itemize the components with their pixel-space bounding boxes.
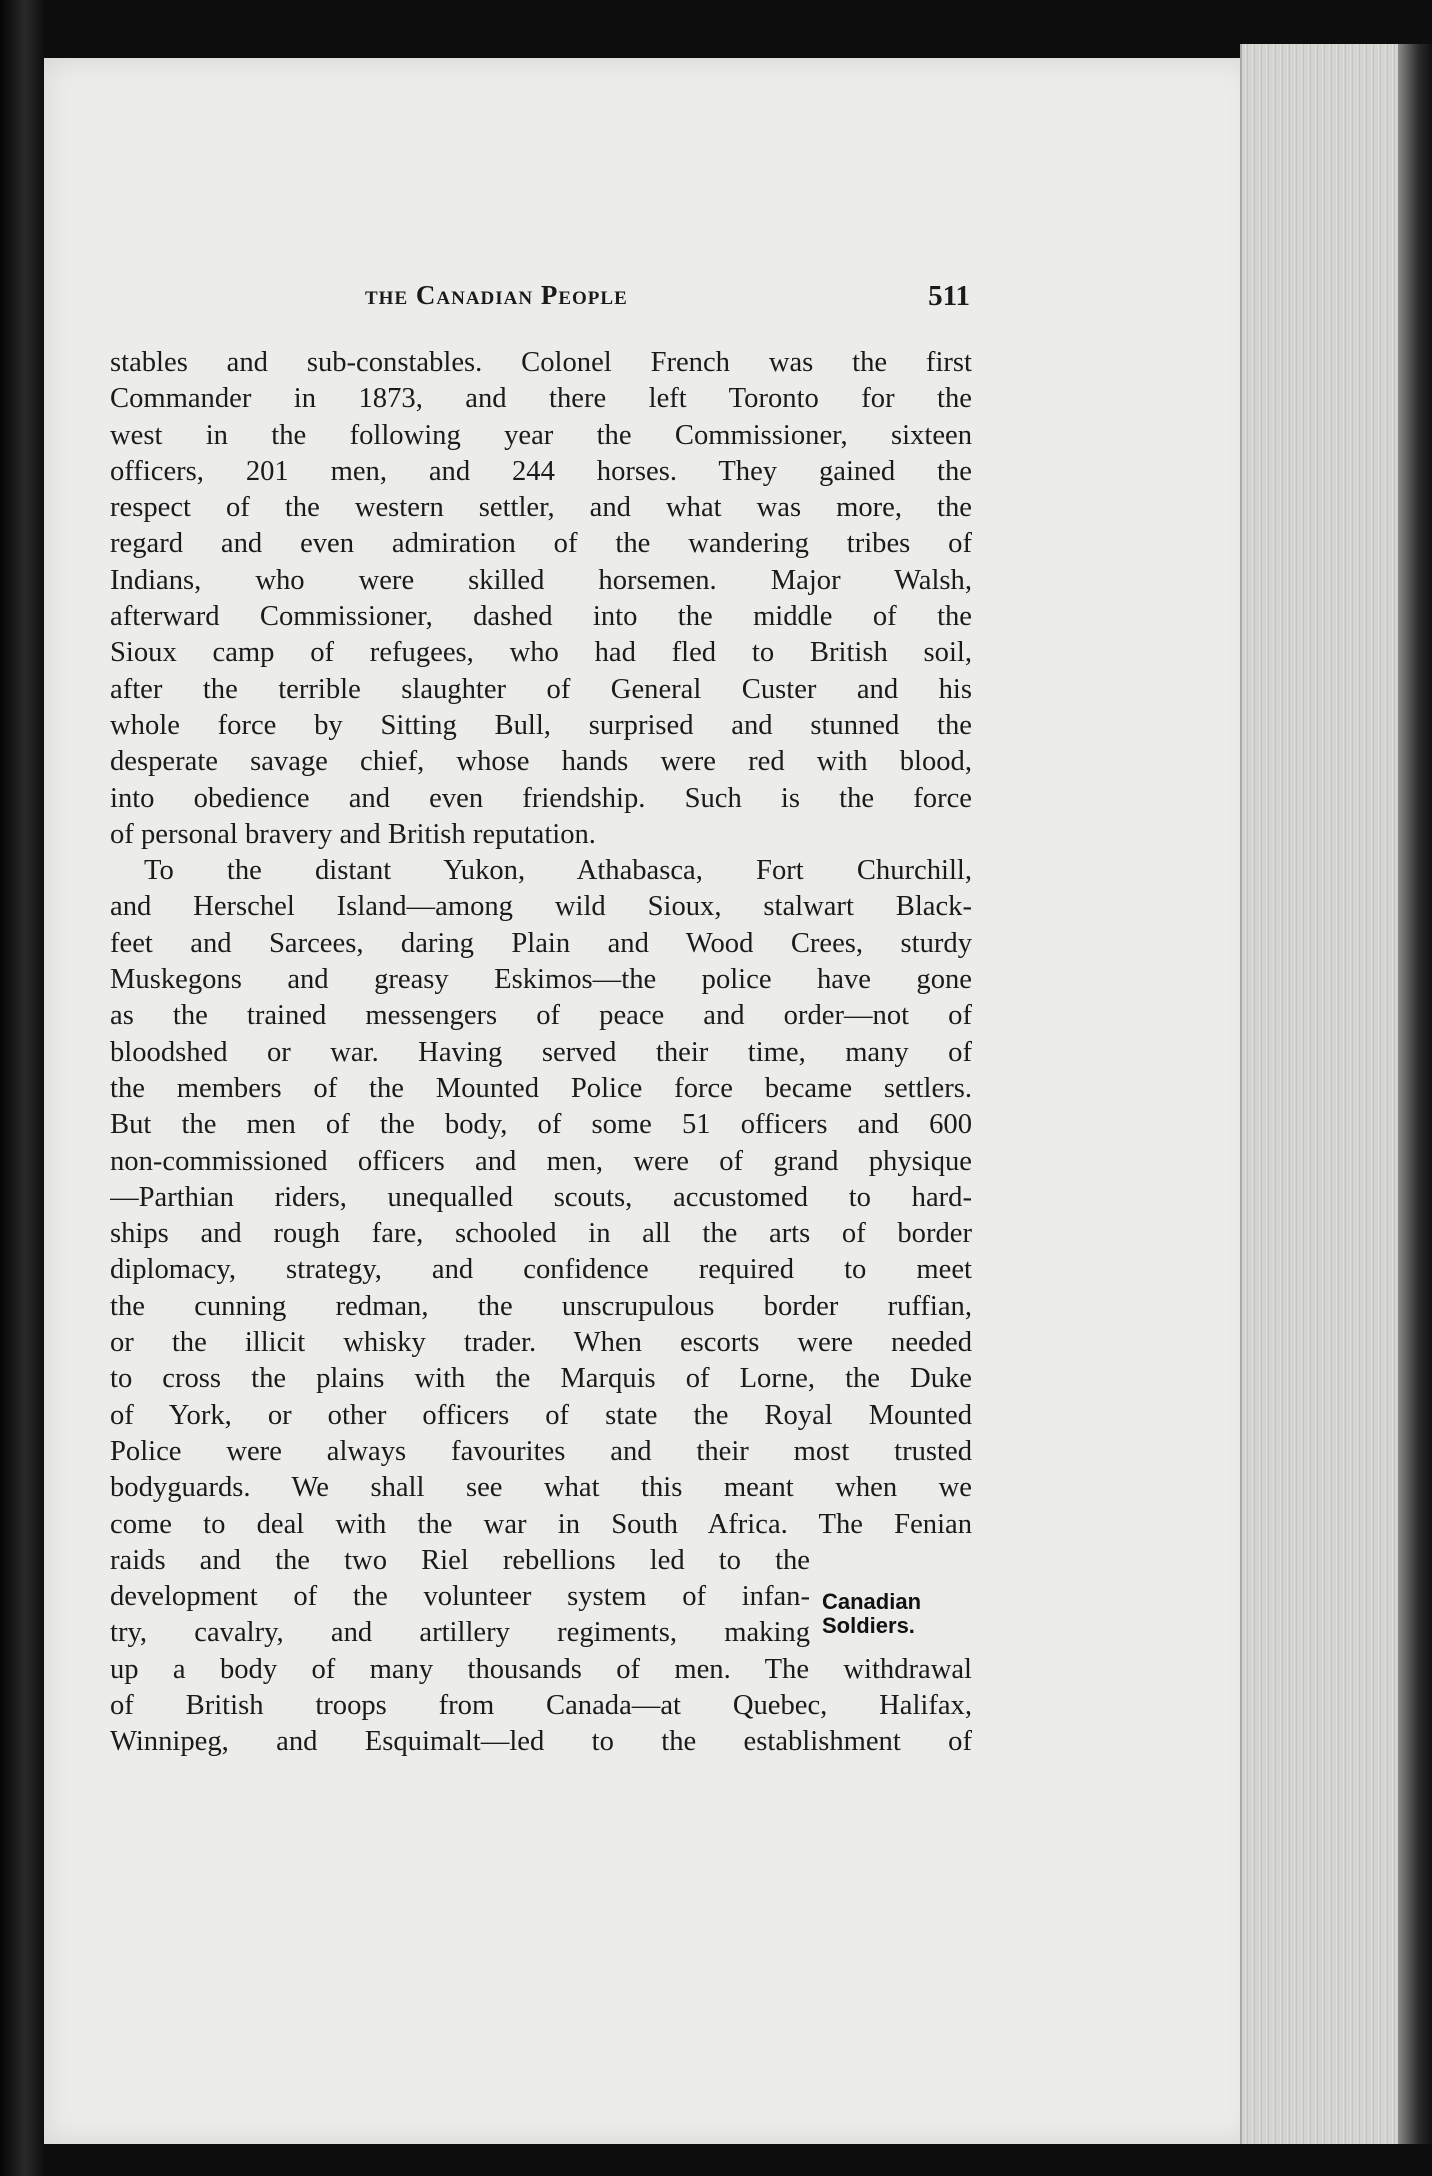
text-line: desperate savage chief, whose hands were red with blood, <box>110 746 972 778</box>
text-line: into obedience and even friendship. Such is the force <box>110 782 972 814</box>
text-line: non-commissioned officers and men, were of grand physique <box>110 1145 972 1177</box>
text-line: —Parthian riders, unequalled scouts, accustomed to hard- <box>110 1181 972 1213</box>
text-line: Sioux camp of refugees, who had fled to British soil, <box>110 637 972 669</box>
text-line: of personal bravery and British reputation. <box>110 818 596 850</box>
text-line: come to deal with the war in South Africa. The Fenian <box>110 1508 972 1540</box>
text-line: Winnipeg, and Esquimalt—led to the establishment of <box>110 1726 972 1758</box>
text-line: development of the volunteer system of infan- <box>110 1581 810 1613</box>
text-line: respect of the western settler, and what was more, the <box>110 492 972 524</box>
text-line: Police were always favourites and their most trusted <box>110 1435 972 1467</box>
page-number: 511 <box>928 280 970 312</box>
margin-note <box>822 1590 972 1638</box>
text-line: west in the following year the Commissioner, sixteen <box>110 419 972 451</box>
text-line: diplomacy, strategy, and confidence required to meet <box>110 1254 972 1286</box>
text-line: officers, 201 men, and 244 horses. They gained the <box>110 455 972 487</box>
text-line: of British troops from Canada—at Quebec, Halifax, <box>110 1689 972 1721</box>
text-line: the cunning redman, the unscrupulous border ruffian, <box>110 1290 972 1322</box>
page-edges <box>1240 44 1402 2144</box>
text-line: try, cavalry, and artillery regiments, making <box>110 1617 810 1649</box>
text-line: Muskegons and greasy Eskimos—the police have gone <box>110 964 972 996</box>
book-spine-shadow <box>1398 44 1432 2144</box>
text-line: and Herschel Island—among wild Sioux, stalwart Black- <box>110 891 972 923</box>
text-line: the members of the Mounted Police force became settlers. <box>110 1072 972 1104</box>
text-line: regard and even admiration of the wandering tribes of <box>110 528 972 560</box>
text-line: as the trained messengers of peace and order—not of <box>110 1000 972 1032</box>
text-line: ships and rough fare, schooled in all the arts of border <box>110 1218 972 1250</box>
text-line: afterward Commissioner, dashed into the middle of the <box>110 601 972 633</box>
text-line: or the illicit whisky trader. When escorts were needed <box>110 1327 972 1359</box>
body-text <box>110 345 972 1761</box>
text-line: bloodshed or war. Having served their time, many of <box>110 1036 972 1068</box>
margin-note-line: Soldiers. <box>822 1613 915 1638</box>
text-line: after the terrible slaughter of General Custer and his <box>110 673 972 705</box>
running-head <box>110 280 970 320</box>
margin-note-line: Canadian <box>822 1589 922 1614</box>
text-line: to cross the plains with the Marquis of Lorne, the Duke <box>110 1363 972 1395</box>
text-line: To the distant Yukon, Athabasca, Fort Churchill, <box>144 855 972 887</box>
text-line: Indians, who were skilled horsemen. Major Walsh, <box>110 564 972 596</box>
text-line: whole force by Sitting Bull, surprised and stunned the <box>110 709 972 741</box>
text-line: Commander in 1873, and there left Toronto for the <box>110 383 972 415</box>
text-line: of York, or other officers of state the Royal Mounted <box>110 1399 972 1431</box>
text-line: feet and Sarcees, daring Plain and Wood Crees, sturdy <box>110 927 972 959</box>
text-line: bodyguards. We shall see what this meant when we <box>110 1472 972 1504</box>
text-line: up a body of many thousands of men. The withdrawal <box>110 1653 972 1685</box>
text-line: But the men of the body, of some 51 officers and 600 <box>110 1109 972 1141</box>
text-line: raids and the two Riel rebellions led to the <box>110 1544 810 1576</box>
scan-border-left <box>0 0 46 2176</box>
text-line: stables and sub-constables. Colonel French was the first <box>110 347 972 378</box>
running-title: the Canadian People <box>365 280 628 310</box>
